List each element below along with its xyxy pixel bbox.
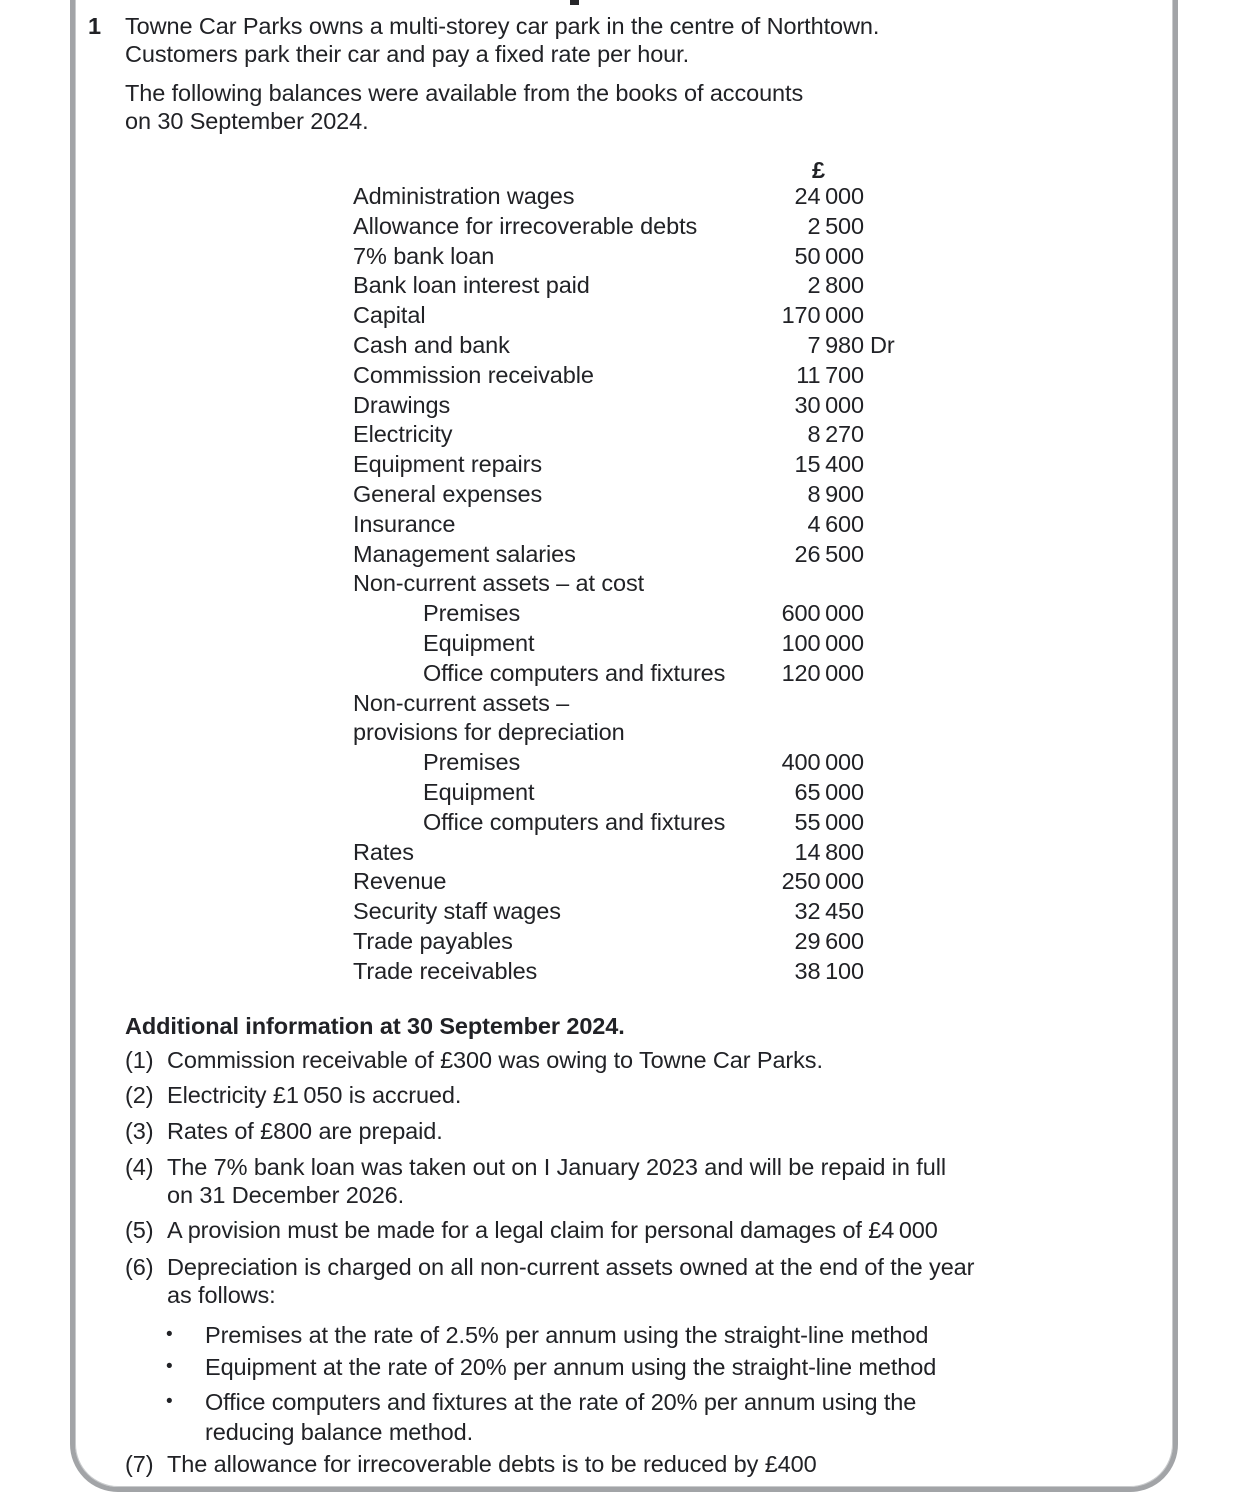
- account-value: 4 600: [807, 510, 864, 537]
- item-text: The 7% bank loan was taken out on I January 2023 and will be repaid in full: [167, 1154, 946, 1180]
- account-value: 600 000: [781, 600, 864, 627]
- table-row: [353, 957, 864, 987]
- item-number: (3): [125, 1118, 154, 1144]
- table-row: [353, 450, 864, 480]
- additional-info-heading: Additional information at 30 September 2024.: [125, 1013, 625, 1039]
- value-suffix-dr: Dr: [870, 331, 895, 358]
- account-label: Trade payables: [353, 927, 513, 954]
- table-row: [353, 808, 864, 838]
- depreciation-bullet: [166, 1387, 1166, 1447]
- account-label: Premises: [423, 749, 521, 776]
- account-label: Administration wages: [353, 183, 575, 209]
- account-value: 2 500: [807, 212, 864, 239]
- account-label: 7% bank loan: [353, 242, 495, 269]
- item-text: The allowance for irrecoverable debts is to be reduced by £400: [167, 1451, 817, 1477]
- bullet-text: Equipment at the rate of 20% per annum using the straight-line method: [205, 1354, 937, 1380]
- item-text: Rates of £800 are prepaid.: [167, 1118, 443, 1144]
- table-row: [353, 182, 864, 212]
- account-value: 29 600: [794, 927, 864, 954]
- account-label: Electricity: [353, 421, 453, 448]
- account-label: Trade receivables: [353, 957, 538, 984]
- table-row: [353, 927, 864, 957]
- table-row-group-header: [353, 718, 864, 748]
- bullet-text: reducing balance method.: [205, 1419, 474, 1445]
- additional-info-item: [125, 1081, 1165, 1109]
- table-row: [353, 629, 864, 659]
- account-label: Commission receivable: [353, 361, 594, 388]
- table-row: [353, 480, 864, 510]
- table-row: [353, 659, 864, 689]
- account-label: General expenses: [353, 480, 543, 507]
- account-label: Security staff wages: [353, 898, 561, 925]
- account-value: 15 400: [794, 451, 864, 478]
- bullet-icon: •: [166, 1324, 173, 1345]
- additional-info-item: [125, 1450, 1165, 1478]
- account-value: 8 900: [807, 480, 864, 507]
- account-label: Insurance: [353, 510, 456, 537]
- table-row: [353, 331, 895, 361]
- table-row: [353, 748, 864, 778]
- table-row: [353, 420, 864, 450]
- table-row: [353, 361, 864, 391]
- table-row: [353, 510, 864, 540]
- account-label: Equipment: [423, 629, 535, 656]
- account-label: Revenue: [353, 868, 447, 895]
- account-label: Equipment: [423, 778, 535, 805]
- balances-intro-paragraph: [125, 79, 1145, 135]
- account-label: Bank loan interest paid: [353, 272, 590, 299]
- account-label: Drawings: [353, 391, 451, 418]
- depreciation-bullet: [166, 1352, 1166, 1382]
- account-label: provisions for depreciation: [353, 719, 625, 746]
- item-text: Depreciation is charged on all non-current assets owned at the end of the year: [167, 1254, 975, 1280]
- table-row: [353, 301, 864, 331]
- table-row: [353, 867, 864, 897]
- account-label: Allowance for irrecoverable debts: [353, 212, 698, 239]
- account-label: Management salaries: [353, 540, 576, 567]
- additional-info-item: [125, 1153, 1165, 1209]
- account-value: 8 270: [807, 421, 864, 448]
- account-label: Capital: [353, 302, 426, 329]
- intro-line: The following balances were available from the books of accounts: [125, 80, 804, 106]
- account-value: 30 000: [794, 391, 864, 418]
- account-label: Office computers and fixtures: [423, 659, 726, 686]
- account-value: 55 000: [794, 808, 864, 835]
- bullet-icon: •: [166, 1356, 173, 1377]
- item-number: (1): [125, 1047, 154, 1073]
- item-number: (2): [125, 1082, 154, 1108]
- intro-line: Towne Car Parks owns a multi-storey car park in the centre of Northtown.: [125, 13, 880, 39]
- additional-info-item: [125, 1253, 1165, 1309]
- table-row: [353, 599, 864, 629]
- bullet-text: Office computers and fixtures at the rate of 20% per annum using the: [205, 1389, 917, 1415]
- table-row: [353, 242, 864, 272]
- account-label: Non-current assets – at cost: [353, 570, 645, 597]
- bullet-text: Premises at the rate of 2.5% per annum using the straight-line method: [205, 1322, 929, 1348]
- item-text: Electricity £1 050 is accrued.: [167, 1082, 462, 1108]
- item-number: (7): [125, 1451, 154, 1477]
- item-number: (4): [125, 1154, 154, 1180]
- account-value: 38 100: [794, 957, 864, 984]
- account-label: Premises: [423, 600, 521, 627]
- account-label: Non-current assets –: [353, 689, 570, 716]
- account-value: 32 450: [794, 898, 864, 925]
- account-value: 400 000: [781, 749, 864, 776]
- balances-table: [353, 182, 895, 987]
- account-value: 50 000: [794, 242, 864, 269]
- table-row: [353, 271, 864, 301]
- question-number: 1: [88, 13, 101, 39]
- account-value: 7 980: [807, 331, 864, 358]
- account-value: 120 000: [781, 659, 864, 686]
- table-row: [353, 391, 864, 421]
- table-row: [353, 897, 864, 927]
- account-value: 2 800: [807, 272, 864, 299]
- account-label: Equipment repairs: [353, 451, 543, 478]
- currency-column-header: £: [812, 157, 825, 183]
- table-row-group-header: [353, 569, 864, 599]
- account-label: Rates: [353, 838, 414, 865]
- account-value: 11 700: [796, 361, 864, 388]
- table-row-group-header: [353, 689, 864, 719]
- depreciation-bullet: [166, 1320, 1166, 1350]
- item-number: (5): [125, 1217, 154, 1243]
- account-value: 65 000: [794, 778, 864, 805]
- account-value: 170 000: [781, 302, 864, 329]
- table-row: [353, 778, 864, 808]
- table-row: [353, 838, 864, 868]
- intro-line: on 30 September 2024.: [125, 108, 369, 134]
- item-number: (6): [125, 1254, 154, 1280]
- item-text: A provision must be made for a legal claim for personal damages of £4 000: [167, 1217, 938, 1243]
- table-row: [353, 540, 864, 570]
- additional-info-item: [125, 1117, 1165, 1145]
- bullet-icon: •: [166, 1391, 173, 1412]
- item-text: Commission receivable of £300 was owing to Towne Car Parks.: [167, 1047, 823, 1073]
- clipped-text-fragment: [570, 0, 579, 5]
- account-label: Cash and bank: [353, 331, 510, 358]
- account-value: 26 500: [794, 540, 864, 567]
- additional-info-item: [125, 1216, 1165, 1244]
- question-intro-paragraph: [125, 12, 1145, 68]
- account-value: 24 000: [794, 183, 864, 209]
- account-value: 100 000: [781, 629, 864, 656]
- account-value: 14 800: [794, 838, 864, 865]
- account-label: Office computers and fixtures: [423, 808, 726, 835]
- item-text: on 31 December 2026.: [167, 1182, 405, 1208]
- additional-info-item: [125, 1046, 1165, 1074]
- item-text: as follows:: [167, 1282, 276, 1308]
- account-value: 250 000: [781, 868, 864, 895]
- intro-line: Customers park their car and pay a fixed rate per hour.: [125, 41, 690, 67]
- table-row: [353, 212, 864, 242]
